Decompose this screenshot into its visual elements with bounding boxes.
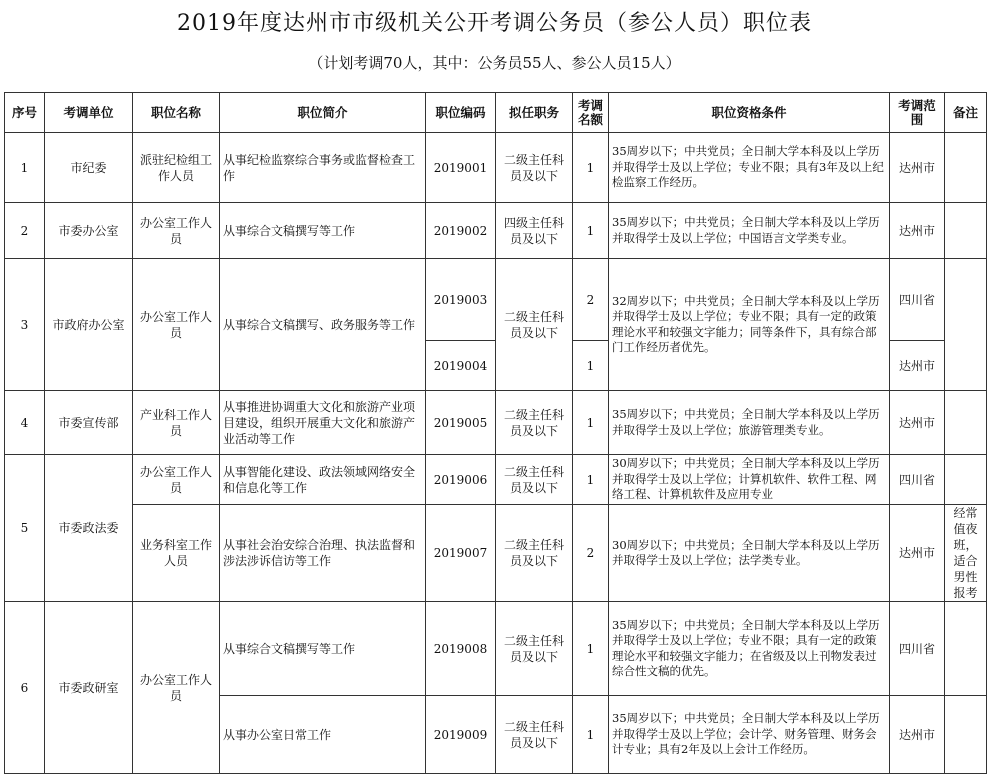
cell-intro: 从事办公室日常工作 <box>220 696 426 774</box>
cell-cond: 32周岁以下；中共党员；全日制大学本科及以上学历并取得学士及以上学位；专业不限；具有一定的政策理论水平和较强文字能力；同等条件下，具有综合部门工作经历者优先。 <box>609 259 890 391</box>
cell-intro: 从事综合文稿撰写等工作 <box>220 203 426 259</box>
cell-quota: 1 <box>573 203 609 259</box>
cell-scope: 四川省 <box>890 259 945 341</box>
cell-note <box>945 391 987 455</box>
cell-scope: 达州市 <box>890 696 945 774</box>
header-note: 备注 <box>945 93 987 133</box>
header-scope: 考调范围 <box>890 93 945 133</box>
cell-note <box>945 602 987 696</box>
cell-code: 2019004 <box>426 341 496 391</box>
cell-cond: 35周岁以下；中共党员；全日制大学本科及以上学历并取得学士及以上学位；旅游管理类专业。 <box>609 391 890 455</box>
cell-position: 业务科室工作人员 <box>133 505 220 602</box>
cell-rank: 二级主任科员及以下 <box>496 133 573 203</box>
cell-rank: 二级主任科员及以下 <box>496 602 573 696</box>
cell-note <box>945 133 987 203</box>
table-row <box>5 133 987 203</box>
cell-cond: 35周岁以下；中共党员；全日制大学本科及以上学历并取得学士及以上学位；专业不限；具有一定的政策理论水平和较强文字能力；在省级及以上刊物发表过综合性文稿的优先。 <box>609 602 890 696</box>
cell-code: 2019003 <box>426 259 496 341</box>
cell-seq: 1 <box>5 133 45 203</box>
header-position: 职位名称 <box>133 93 220 133</box>
cell-quota: 1 <box>573 341 609 391</box>
cell-code: 2019005 <box>426 391 496 455</box>
cell-quota: 2 <box>573 505 609 602</box>
header-unit: 考调单位 <box>45 93 133 133</box>
cell-scope: 达州市 <box>890 133 945 203</box>
header-row <box>5 93 987 133</box>
cell-rank: 二级主任科员及以下 <box>496 696 573 774</box>
cell-rank: 二级主任科员及以下 <box>496 505 573 602</box>
cell-intro: 从事纪检监察综合事务或监督检查工作 <box>220 133 426 203</box>
cell-seq: 5 <box>5 455 45 602</box>
table-row <box>5 203 987 259</box>
cell-rank: 二级主任科员及以下 <box>496 259 573 391</box>
cell-seq: 3 <box>5 259 45 391</box>
cell-rank: 四级主任科员及以下 <box>496 203 573 259</box>
cell-scope: 四川省 <box>890 455 945 505</box>
cell-position: 派驻纪检组工作人员 <box>133 133 220 203</box>
cell-seq: 6 <box>5 602 45 774</box>
cell-unit: 市委办公室 <box>45 203 133 259</box>
cell-position: 办公室工作人员 <box>133 455 220 505</box>
cell-quota: 1 <box>573 455 609 505</box>
header-intro: 职位简介 <box>220 93 426 133</box>
cell-cond: 35周岁以下；中共党员；全日制大学本科及以上学历并取得学士及以上学位；中国语言文学类专业。 <box>609 203 890 259</box>
cell-cond: 35周岁以下；中共党员；全日制大学本科及以上学历并取得学士及以上学位；会计学、财务管理、财务会计专业；具有2年及以上会计工作经历。 <box>609 696 890 774</box>
cell-intro: 从事智能化建设、政法领域网络安全和信息化等工作 <box>220 455 426 505</box>
cell-code: 2019009 <box>426 696 496 774</box>
cell-position: 办公室工作人员 <box>133 203 220 259</box>
cell-position: 办公室工作人员 <box>133 259 220 391</box>
cell-scope: 达州市 <box>890 203 945 259</box>
cell-note <box>945 203 987 259</box>
cell-scope: 达州市 <box>890 341 945 391</box>
header-cond: 职位资格条件 <box>609 93 890 133</box>
cell-intro: 从事综合文稿撰写、政务服务等工作 <box>220 259 426 391</box>
cell-code: 2019006 <box>426 455 496 505</box>
cell-code: 2019001 <box>426 133 496 203</box>
cell-code: 2019007 <box>426 505 496 602</box>
cell-cond: 30周岁以下；中共党员；全日制大学本科及以上学历并取得学士及以上学位；计算机软件、软件工程、网络工程、计算机软件及应用专业 <box>609 455 890 505</box>
cell-quota: 1 <box>573 133 609 203</box>
cell-code: 2019002 <box>426 203 496 259</box>
cell-position: 产业科工作人员 <box>133 391 220 455</box>
cell-seq: 2 <box>5 203 45 259</box>
cell-intro: 从事社会治安综合治理、执法监督和涉法涉诉信访等工作 <box>220 505 426 602</box>
table-row <box>5 455 987 505</box>
cell-note <box>945 455 987 505</box>
cell-unit: 市委政法委 <box>45 455 133 602</box>
cell-position: 办公室工作人员 <box>133 602 220 774</box>
cell-quota: 1 <box>573 391 609 455</box>
cell-note: 经常值夜班，适合男性报考 <box>945 505 987 602</box>
table-row <box>5 505 987 602</box>
cell-quota: 1 <box>573 602 609 696</box>
cell-code: 2019008 <box>426 602 496 696</box>
table-row <box>5 602 987 696</box>
cell-note <box>945 696 987 774</box>
header-code: 职位编码 <box>426 93 496 133</box>
positions-table <box>4 92 987 774</box>
table-row <box>5 259 987 341</box>
page-title: 2019年度达州市市级机关公开考调公务员（参公人员）职位表 <box>177 11 812 36</box>
cell-scope: 四川省 <box>890 602 945 696</box>
cell-cond: 30周岁以下；中共党员；全日制大学本科及以上学历并取得学士及以上学位；法学类专业。 <box>609 505 890 602</box>
cell-rank: 二级主任科员及以下 <box>496 455 573 505</box>
page-subtitle: （计划考调70人，其中：公务员55人、参公人员15人） <box>308 54 681 72</box>
cell-intro: 从事综合文稿撰写等工作 <box>220 602 426 696</box>
cell-cond: 35周岁以下；中共党员；全日制大学本科及以上学历并取得学士及以上学位；专业不限；具有3年及以上纪检监察工作经历。 <box>609 133 890 203</box>
cell-quota: 2 <box>573 259 609 341</box>
cell-scope: 达州市 <box>890 505 945 602</box>
cell-scope: 达州市 <box>890 391 945 455</box>
header-quota: 考调名额 <box>573 93 609 133</box>
cell-intro: 从事推进协调重大文化和旅游产业项目建设，组织开展重大文化和旅游产业活动等工作 <box>220 391 426 455</box>
cell-quota: 1 <box>573 696 609 774</box>
cell-unit: 市政府办公室 <box>45 259 133 391</box>
cell-seq: 4 <box>5 391 45 455</box>
header-rank: 拟任职务 <box>496 93 573 133</box>
cell-unit: 市委宣传部 <box>45 391 133 455</box>
cell-rank: 二级主任科员及以下 <box>496 391 573 455</box>
header-seq: 序号 <box>5 93 45 133</box>
cell-note <box>945 259 987 391</box>
cell-unit: 市纪委 <box>45 133 133 203</box>
table-row <box>5 391 987 455</box>
cell-unit: 市委政研室 <box>45 602 133 774</box>
